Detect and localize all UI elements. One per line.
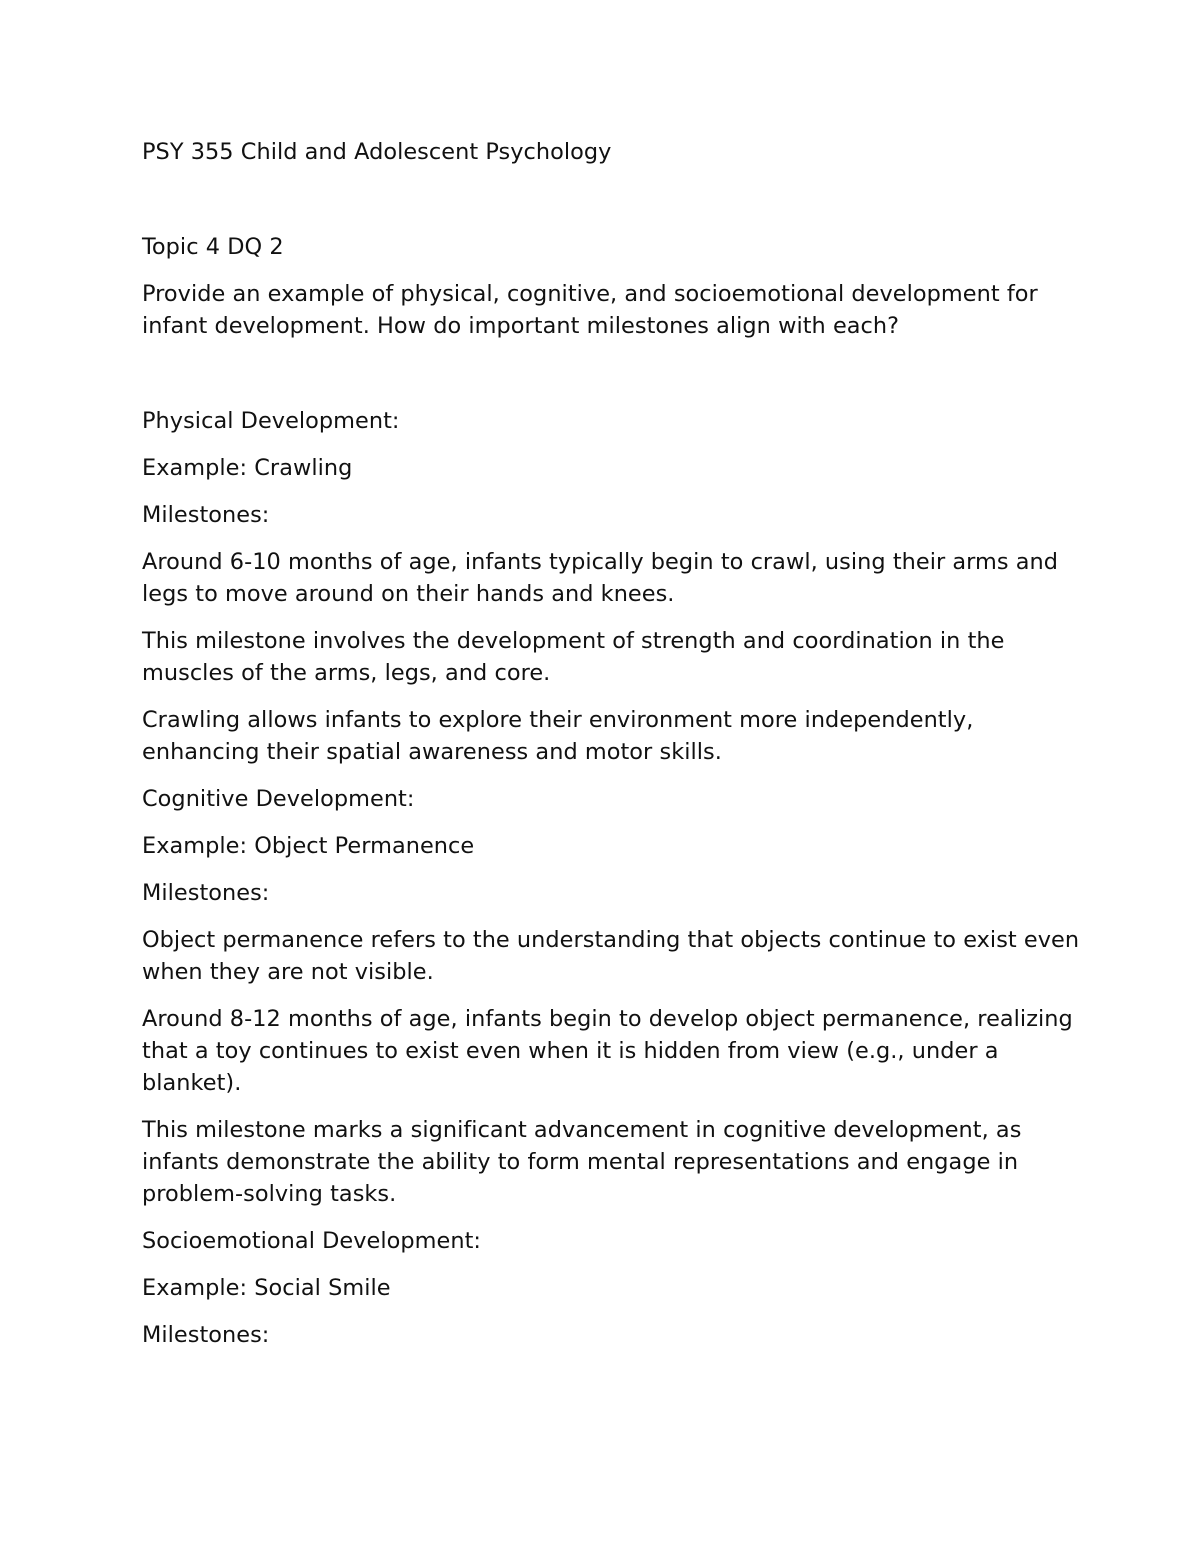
- physical-paragraph-1: Around 6-10 months of age, infants typically begin to crawl, using their arms and legs to move around on their hands and knees.: [142, 549, 1059, 607]
- physical-paragraph-3: Crawling allows infants to explore their environment more independently, enhancing their spatial awareness and motor skills.: [142, 707, 974, 765]
- cognitive-paragraph-2: Around 8-12 months of age, infants begin to develop object permanence, realizing that a toy continues to exist even when it is hidden from view (e.g., under a blanket).: [142, 1006, 1073, 1096]
- physical-paragraph-2: This milestone involves the development of strength and coordination in the muscles of the arms, legs, and core.: [142, 628, 1005, 686]
- section-heading-physical: Physical Development:: [142, 408, 400, 434]
- section-example-cognitive: Example: Object Permanence: [142, 833, 475, 859]
- milestones-label-cognitive: Milestones:: [142, 880, 270, 906]
- discussion-prompt: Provide an example of physical, cognitive, and socioemotional development for infant development. How do important milestones align with each?: [142, 281, 1038, 339]
- topic-title: Topic 4 DQ 2: [142, 234, 284, 260]
- document-body: [142, 136, 1092, 1366]
- milestones-label-physical: Milestones:: [142, 502, 270, 528]
- course-title: PSY 355 Child and Adolescent Psychology: [142, 139, 612, 165]
- section-example-socioemotional: Example: Social Smile: [142, 1275, 391, 1301]
- cognitive-paragraph-3: This milestone marks a significant advancement in cognitive development, as infants demonstrate the ability to form mental representations and engage in problem-solving tasks.: [142, 1117, 1022, 1207]
- section-heading-socioemotional: Socioemotional Development:: [142, 1228, 482, 1254]
- section-example-physical: Example: Crawling: [142, 455, 353, 481]
- cognitive-paragraph-1: Object permanence refers to the understanding that objects continue to exist even when they are not visible.: [142, 927, 1080, 985]
- section-heading-cognitive: Cognitive Development:: [142, 786, 415, 812]
- milestones-label-socioemotional: Milestones:: [142, 1322, 270, 1348]
